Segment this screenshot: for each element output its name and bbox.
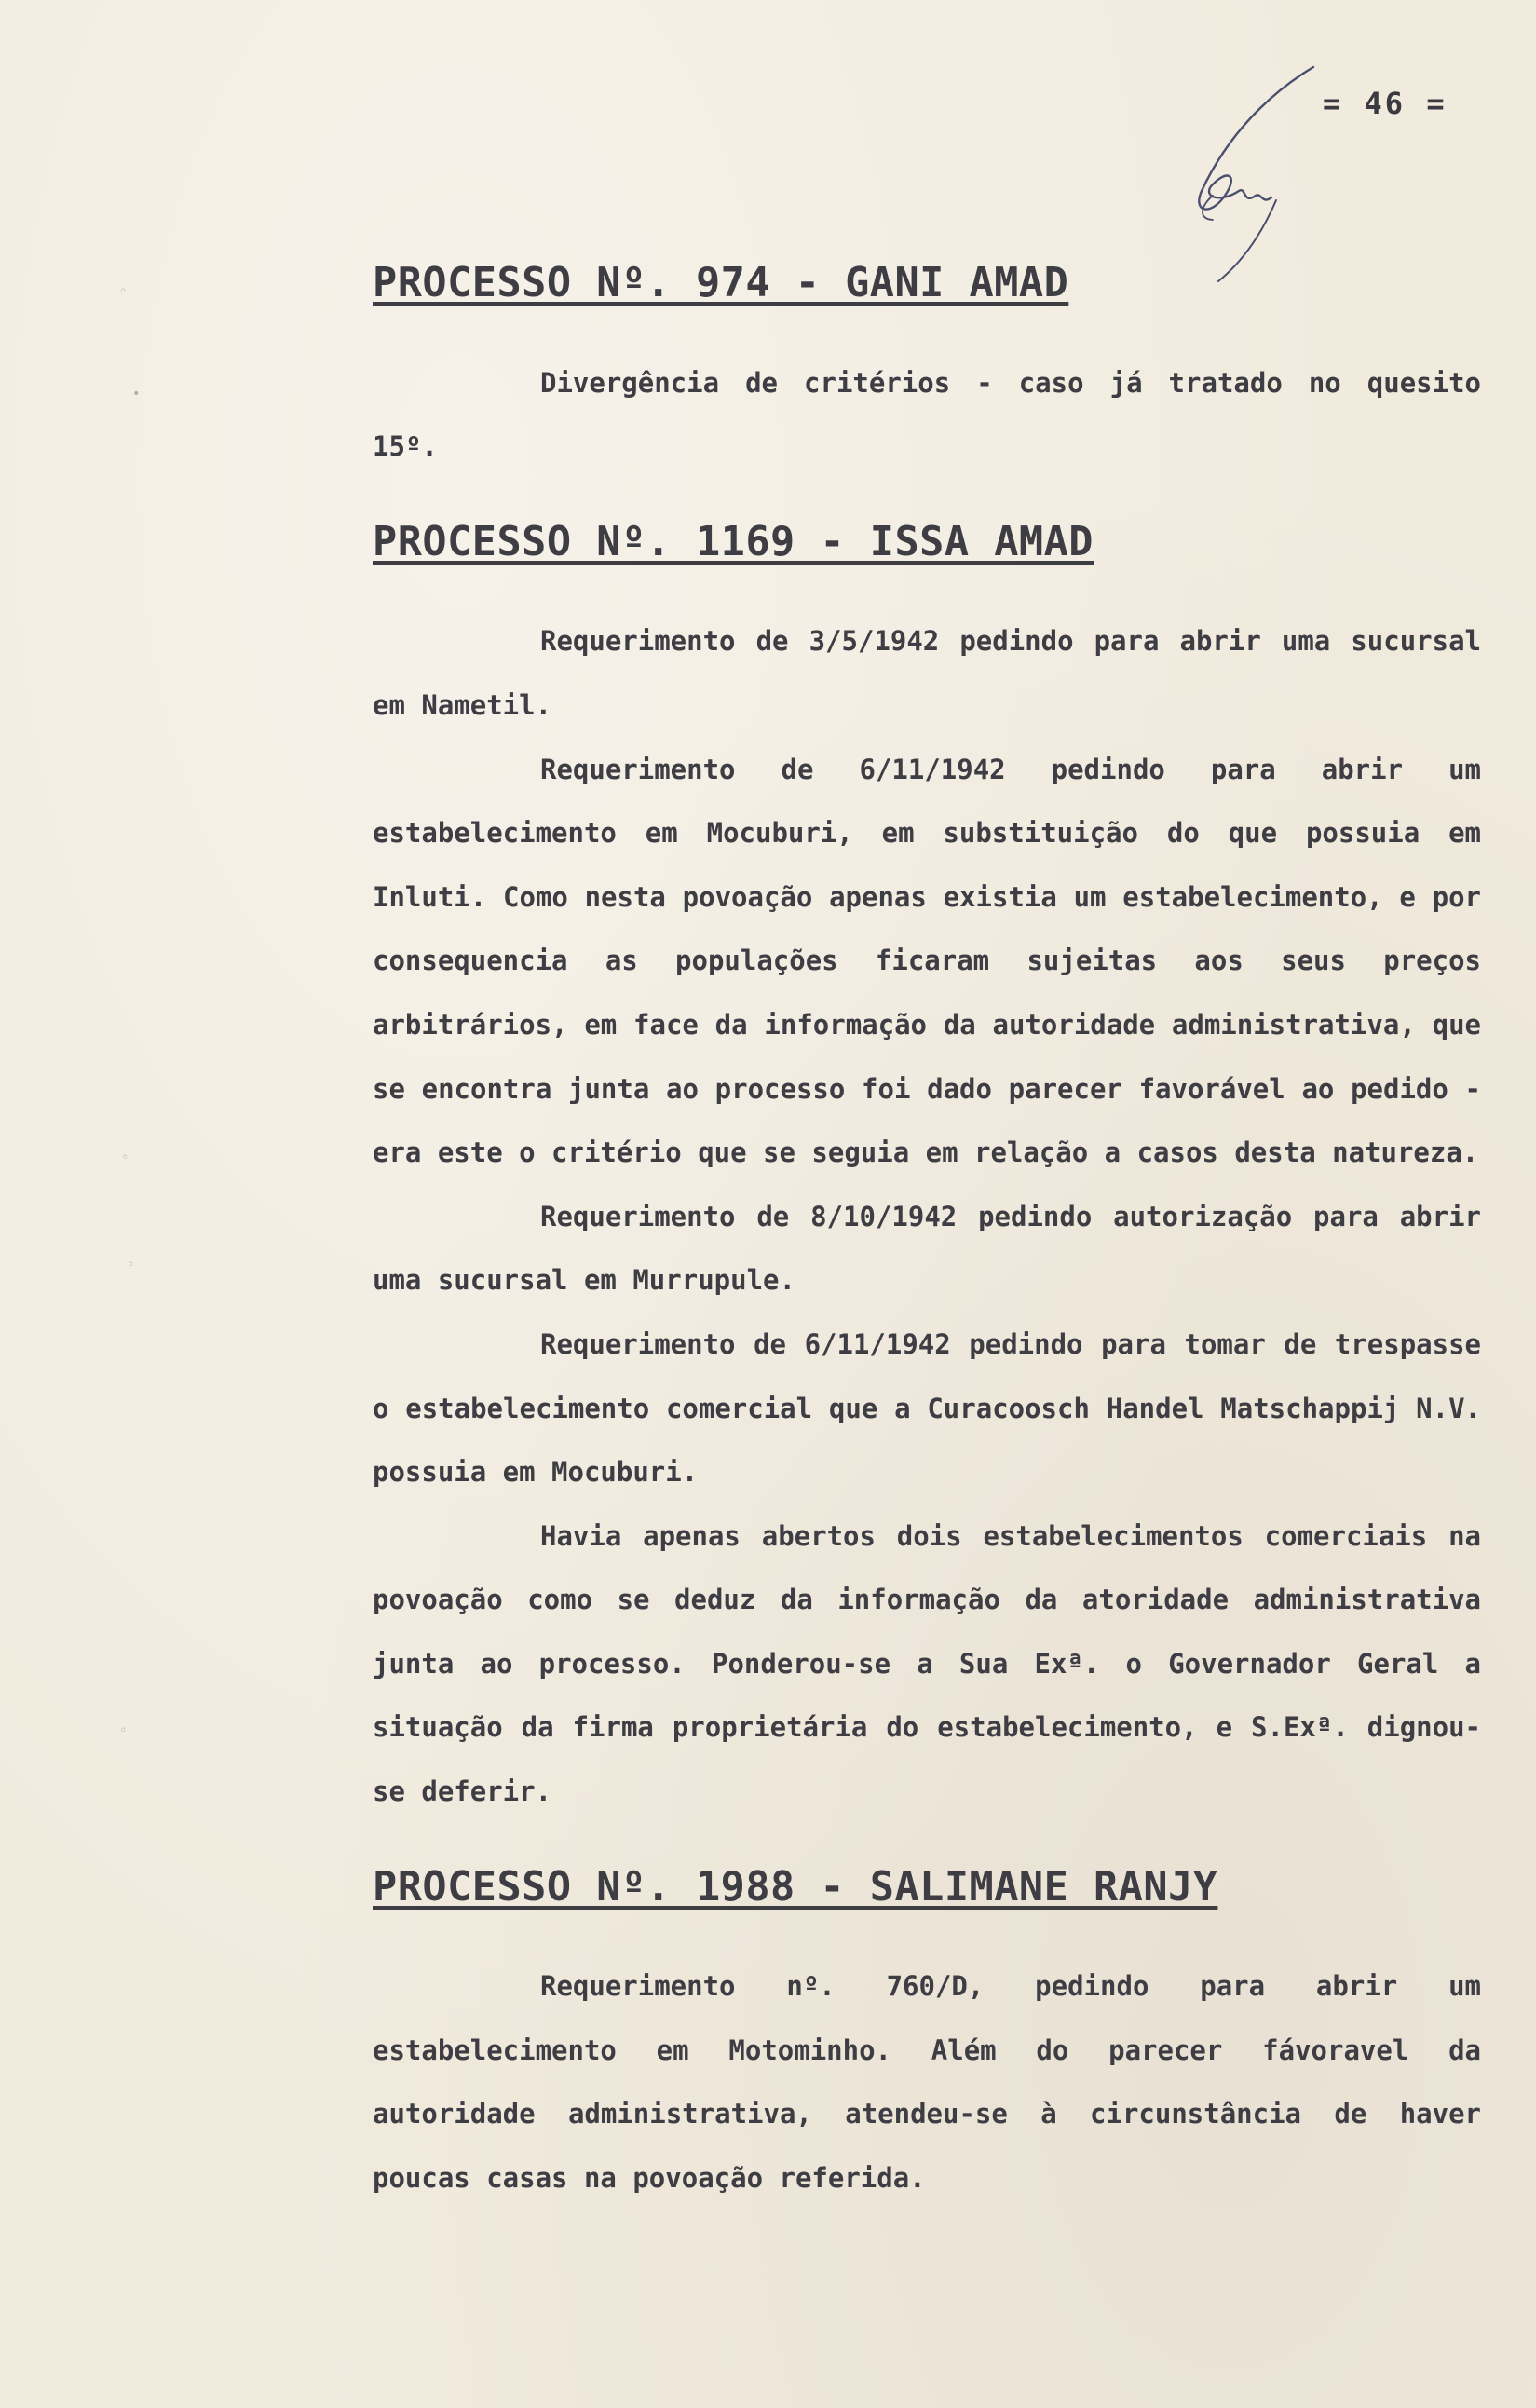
margin-mark: ◦: [119, 284, 128, 299]
document-body: [373, 252, 1481, 2211]
margin-mark: •: [132, 387, 141, 401]
section-heading: PROCESSO Nº. 1988 - SALIMANE RANJY: [373, 1863, 1218, 1911]
paragraph: Requerimento de 3/5/1942 pedindo para abrir uma sucursal em Nametil.: [373, 625, 1481, 721]
section-heading: PROCESSO Nº. 974 - GANI AMAD: [373, 260, 1069, 306]
paragraph: Requerimento de 6/11/1942 pedindo para tomar de trespasse o estabelecimento comercial que a Curacoosch Handel Matschappij N.V. possuia em Mocuburi.: [373, 1327, 1481, 1489]
paragraph: Havia apenas abertos dois estabelecimentos comerciais na povoação como se deduz da informação da atoridade administrativa junta ao processo. Ponderou-se a Sua Exª. o Governador Geral a situação da firma proprietária do estabelecimento, e S.Exª. dignou-se deferir.: [373, 1519, 1481, 1808]
margin-mark: ◦: [121, 1150, 129, 1165]
margin-mark: ◦: [127, 1258, 135, 1272]
paragraph: Requerimento de 8/10/1942 pedindo autorização para abrir uma sucursal em Murrupule.: [373, 1200, 1481, 1297]
paragraph: Requerimento nº. 760/D, pedindo para abrir um estabelecimento em Motominho. Além do parecer fávoravel da autoridade administrativa, atendeu-se à circunstância de haver poucas casas na povoação referida.: [373, 1970, 1481, 2195]
page-number: = 46 =: [1323, 86, 1448, 121]
margin-mark: ◦: [119, 1723, 128, 1738]
paragraph: Requerimento de 6/11/1942 pedindo para abrir um estabelecimento em Mocuburi, em substituição do que possuia em Inluti. Como nesta povoação apenas existia um estabelecimento, e por consequencia as populações ficaram sujeitas aos seus preços arbitrários, em face da informação da autoridade administrativa, que se encontra junta ao processo foi dado parecer favorável ao pedido - era este o critério que se seguia em relação a casos desta natureza.: [373, 753, 1481, 1169]
section-heading: PROCESSO Nº. 1169 - ISSA AMAD: [373, 518, 1094, 565]
paragraph: Divergência de critérios - caso já tratado no quesito 15º.: [373, 366, 1481, 463]
